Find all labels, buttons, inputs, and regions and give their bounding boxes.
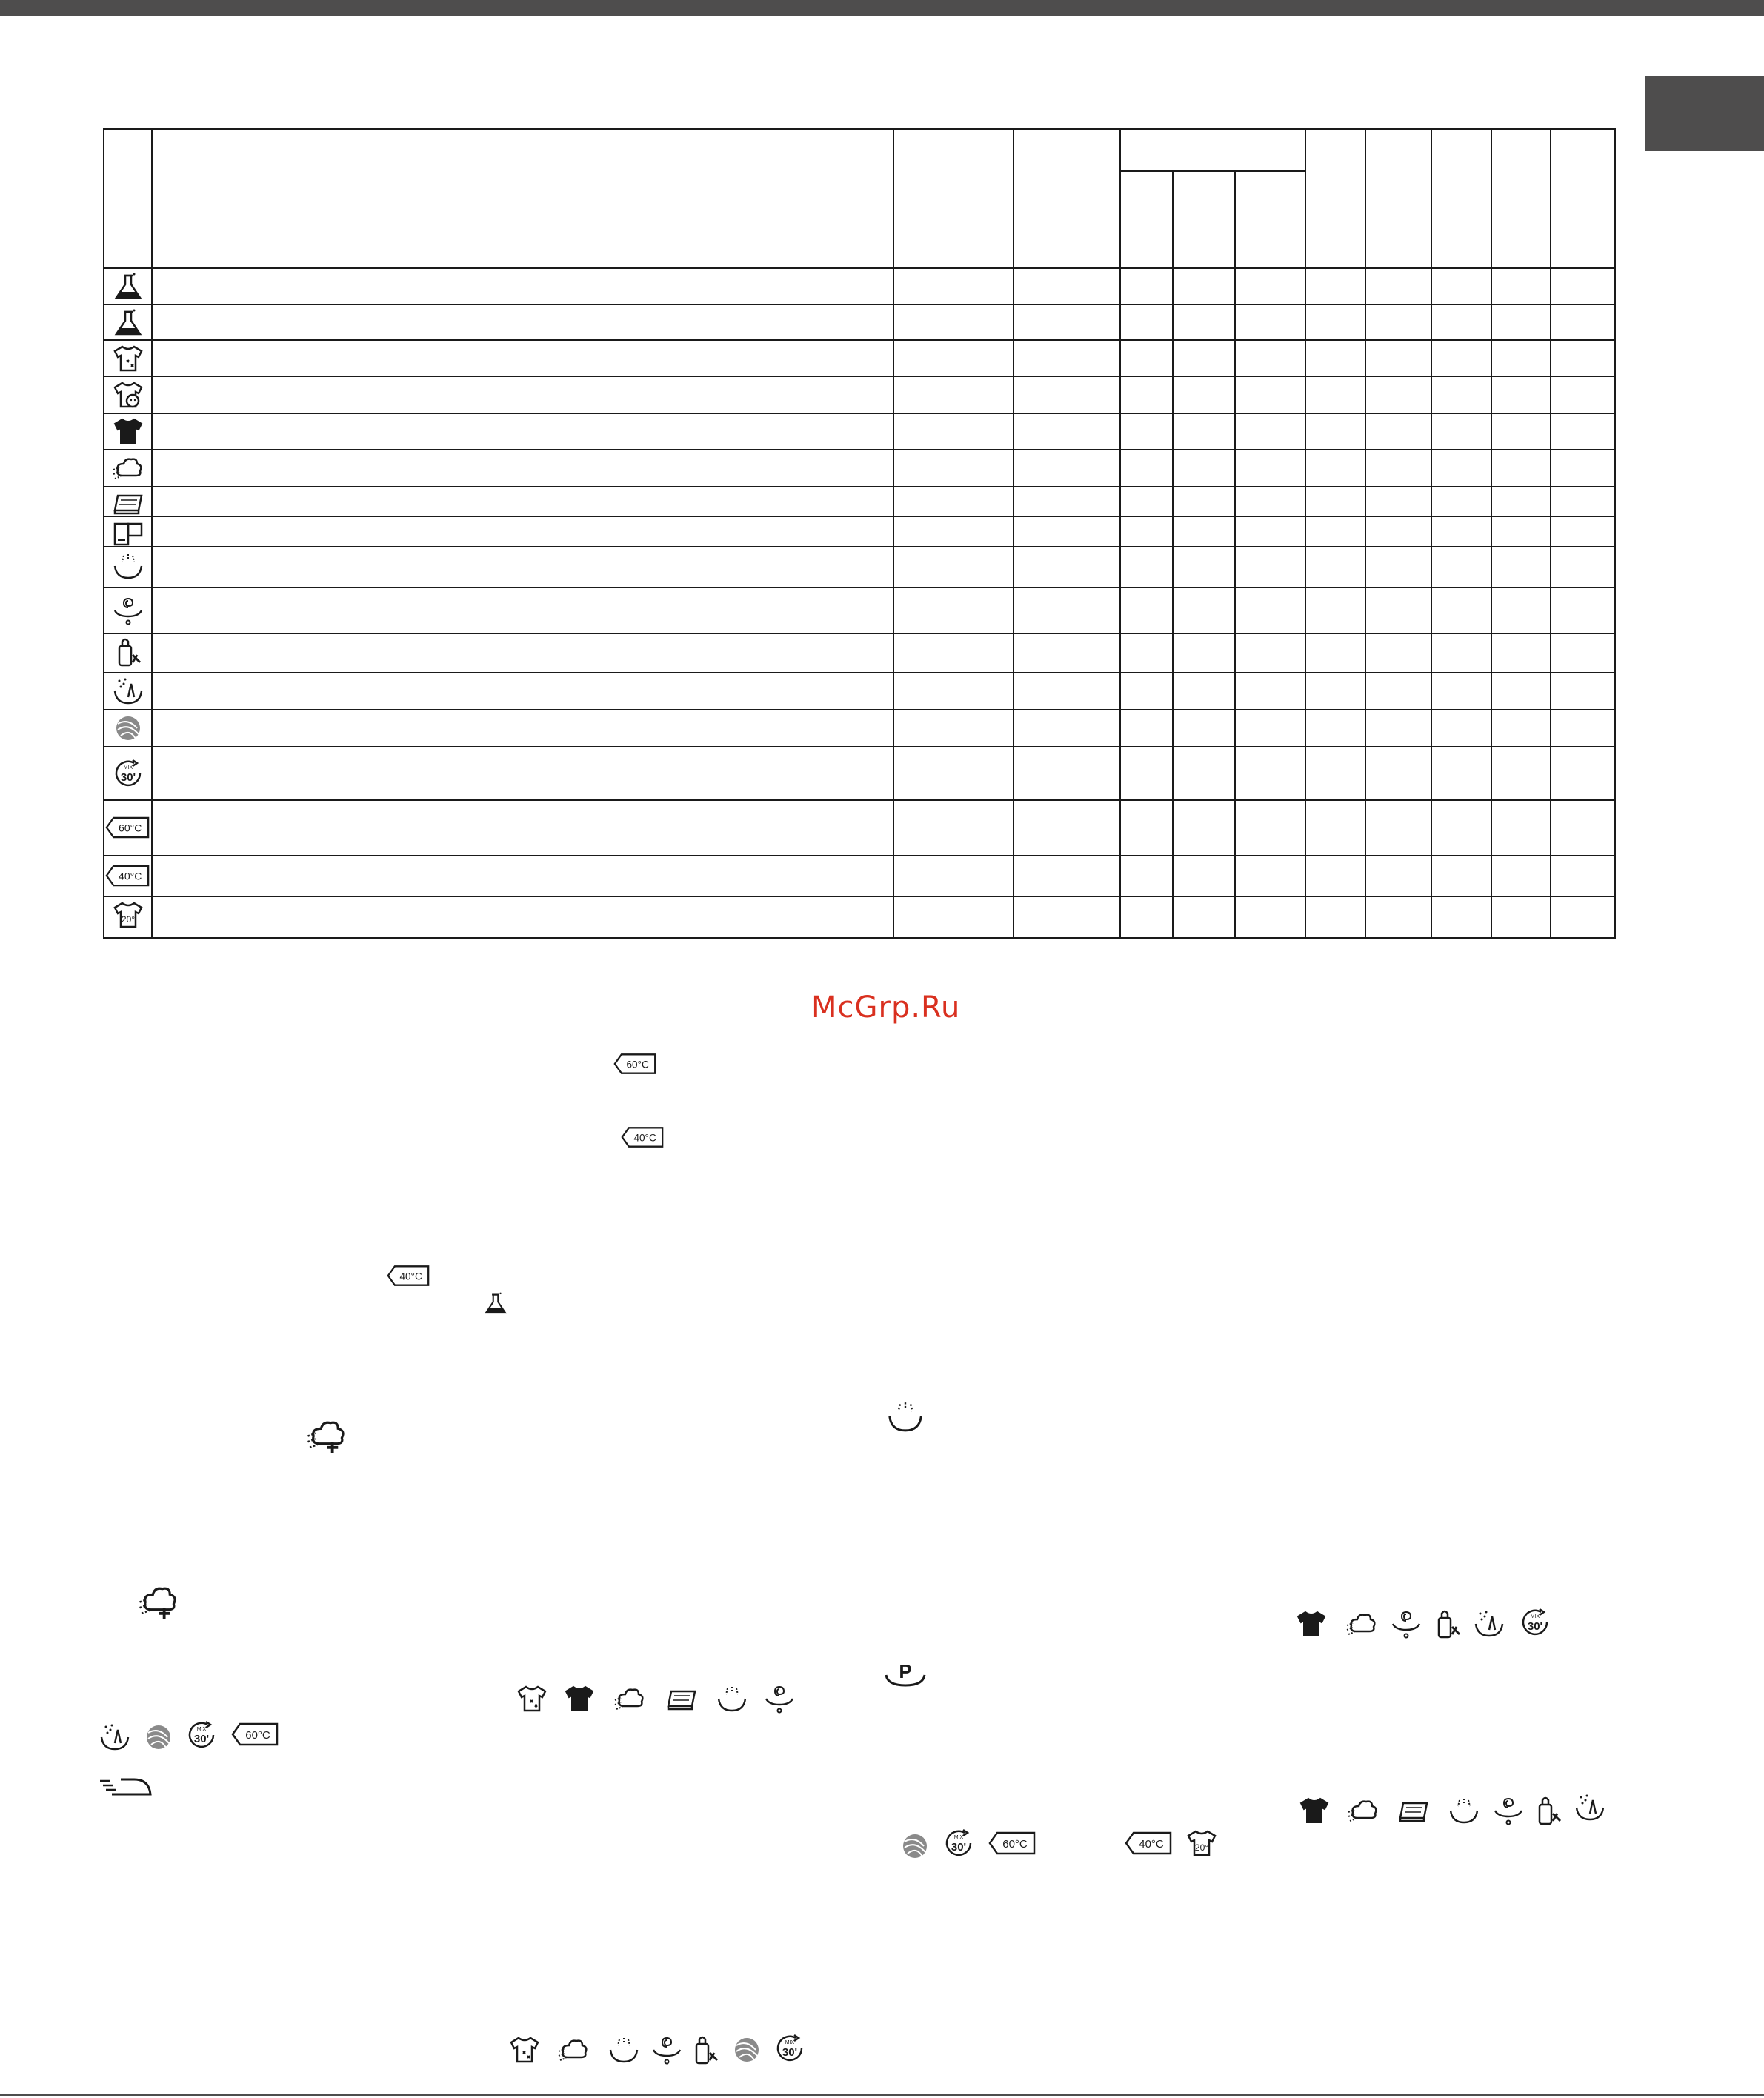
tag-40-label: 40°C xyxy=(633,1132,656,1144)
cloud-plus-icon xyxy=(306,1413,347,1455)
basin-drops-icon xyxy=(608,2035,640,2065)
baby-bottle-icon xyxy=(112,637,144,667)
silk-spiral-icon xyxy=(650,2035,683,2065)
tag-60-icon xyxy=(231,1722,279,1746)
tag-40-label: 40°C xyxy=(399,1271,422,1282)
duvet-icon xyxy=(665,1684,698,1714)
basin-prewash-icon xyxy=(883,1658,928,1689)
tshirt-stain-icon xyxy=(112,344,144,373)
wool-ball-icon xyxy=(730,2035,763,2065)
duvet-icon xyxy=(112,488,144,518)
basin-drops-icon xyxy=(886,1399,925,1434)
tag-60-label: 60°C xyxy=(626,1059,649,1070)
tag-60-label: 60°C xyxy=(1002,1838,1028,1851)
duvet-icon xyxy=(1397,1796,1430,1825)
cloud-steam-icon xyxy=(1345,1609,1378,1639)
silk-spiral-icon xyxy=(1390,1609,1422,1639)
cloud-steam-icon xyxy=(1347,1796,1379,1825)
mix30-icon xyxy=(773,2034,806,2063)
towels-icon xyxy=(112,518,144,547)
silk-spiral-icon xyxy=(1492,1796,1525,1825)
tshirt-dark-icon xyxy=(563,1684,596,1714)
tag-40-icon xyxy=(1125,1831,1172,1855)
prewash-label: P xyxy=(899,1660,912,1682)
cloud-steam-icon xyxy=(557,2035,590,2065)
wool-ball-icon xyxy=(899,1831,931,1861)
tag-60-icon xyxy=(988,1831,1036,1855)
silk-spiral-icon xyxy=(763,1684,796,1714)
iron-steam-icon xyxy=(99,1772,158,1802)
tag-60-icon xyxy=(105,816,150,839)
cloud-plus-icon xyxy=(138,1579,179,1621)
mix30-icon xyxy=(185,1720,218,1750)
tag-60-icon xyxy=(613,1052,656,1076)
baby-bottle-icon xyxy=(1532,1796,1565,1825)
tag-40-label: 40°C xyxy=(119,870,142,882)
basin-hand-icon xyxy=(1473,1609,1505,1639)
cloud-steam-icon xyxy=(112,453,144,483)
tag-60-label: 60°C xyxy=(245,1729,270,1742)
tshirt-20-icon xyxy=(1185,1828,1218,1858)
basin-drops-icon xyxy=(716,1684,748,1714)
tshirt-stain-icon xyxy=(508,2035,541,2065)
tag-40-icon xyxy=(621,1125,664,1149)
tag-60-label: 60°C xyxy=(119,822,142,834)
tshirt-dark-icon xyxy=(112,416,144,446)
tshirt-stain-icon xyxy=(516,1684,548,1714)
basin-hand-icon xyxy=(99,1722,131,1752)
tag-40-icon xyxy=(387,1264,430,1288)
basin-drops-icon xyxy=(1448,1796,1480,1825)
basin-hand-icon xyxy=(1574,1793,1606,1822)
basin-hand-icon xyxy=(112,676,144,706)
mix30-icon xyxy=(112,759,144,788)
flask-icon xyxy=(482,1291,509,1316)
silk-spiral-icon xyxy=(112,596,144,625)
flask-icon xyxy=(112,307,144,337)
wool-ball-icon xyxy=(142,1722,175,1752)
mix30-icon xyxy=(1519,1608,1551,1637)
mix30-icon xyxy=(942,1828,975,1858)
tshirt-20-label: 20° xyxy=(1194,1842,1209,1853)
tshirt-20-label: 20° xyxy=(121,914,136,925)
tshirt-dark-icon xyxy=(1295,1609,1328,1639)
watermark: McGrp.Ru xyxy=(811,990,961,1025)
tshirt-dark-icon xyxy=(1298,1796,1331,1825)
baby-bottle-icon xyxy=(689,2035,722,2065)
wool-ball-icon xyxy=(112,713,144,743)
tshirt-baby-icon xyxy=(112,380,144,410)
tag-40-label: 40°C xyxy=(1139,1838,1164,1851)
flask-icon xyxy=(112,271,144,301)
tshirt-20-icon xyxy=(112,900,144,930)
cloud-steam-icon xyxy=(613,1684,646,1714)
basin-drops-icon xyxy=(112,551,144,581)
tag-40-icon xyxy=(105,864,150,888)
baby-bottle-icon xyxy=(1431,1609,1464,1639)
